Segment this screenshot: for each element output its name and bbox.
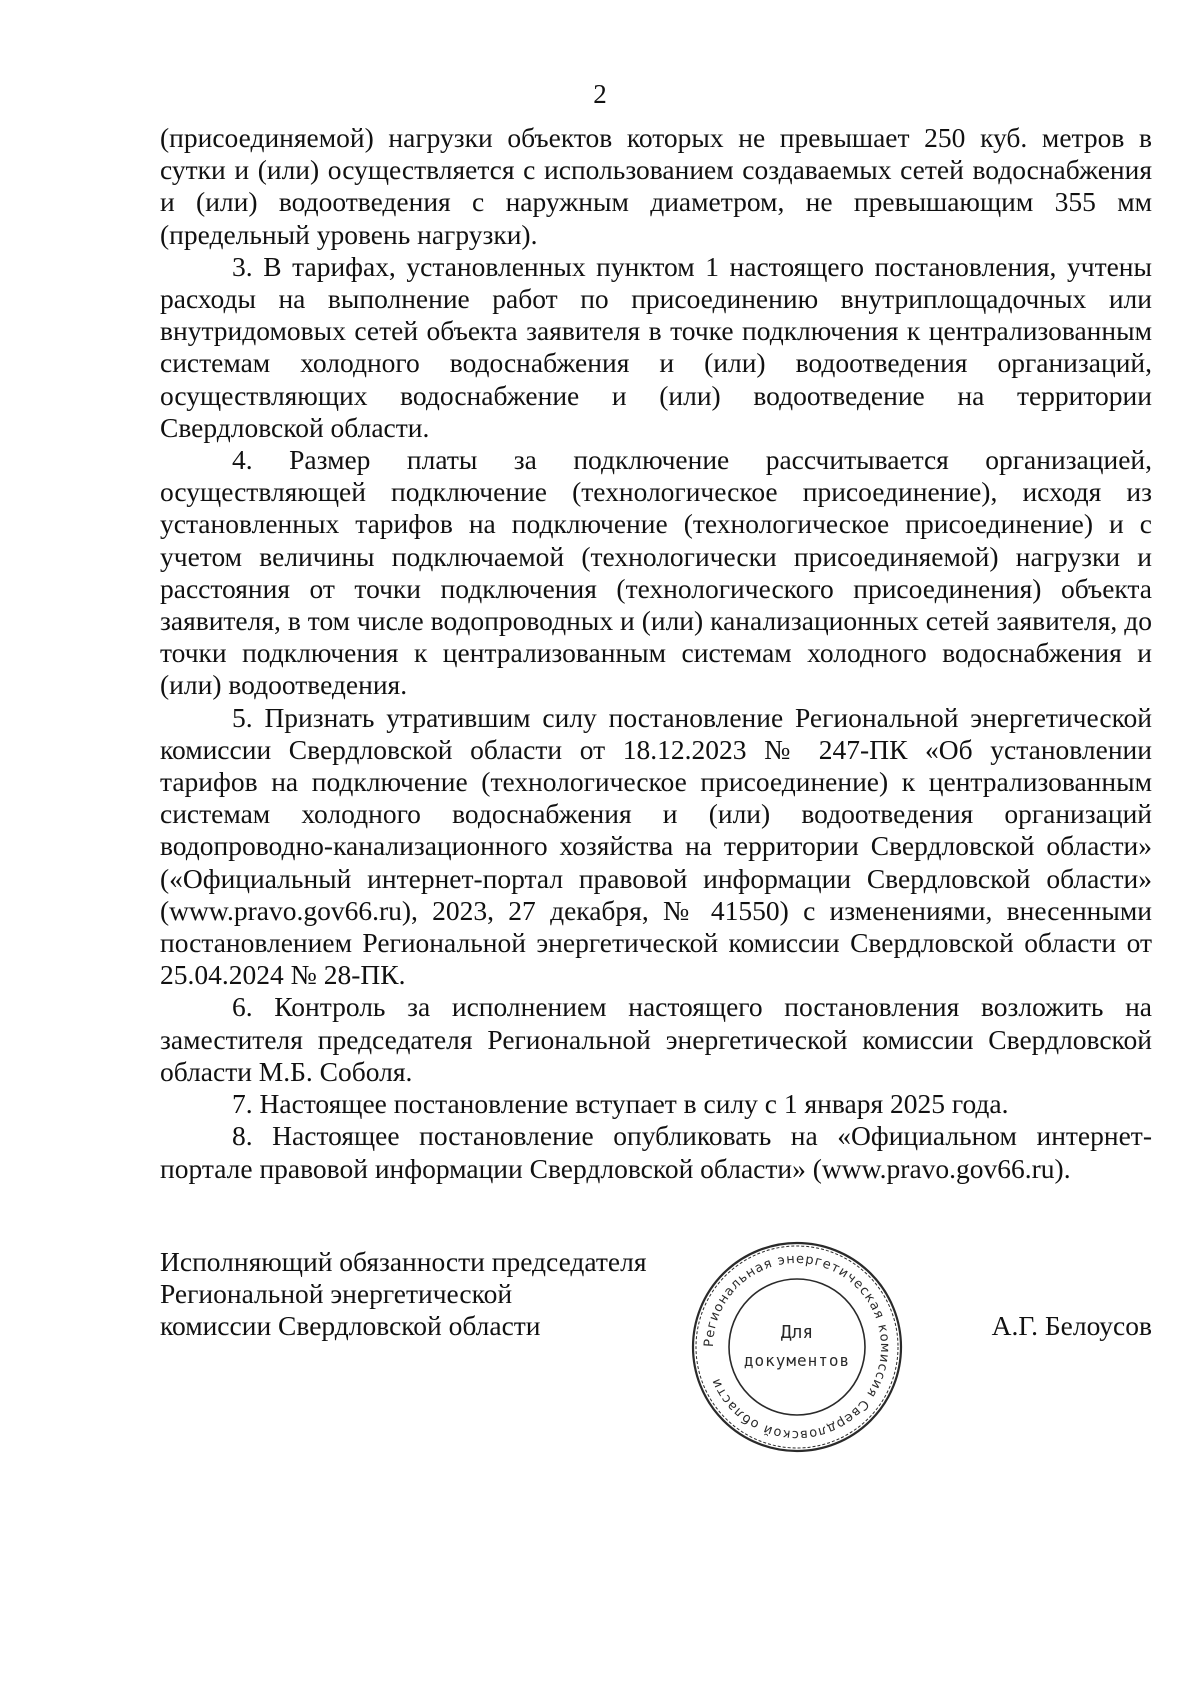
seal-inner-ring <box>729 1279 865 1415</box>
paragraph-4: 4. Размер платы за подключение рассчитывается организацией, осуществляющей подключение (технологическое присоединение), исходя из установленных тарифов на подключение (технологическое присоединение) и с учетом величины подключаемой (технологически присоединяемой) нагрузки и расстояния от точки подключения (технологического присоединения) объекта заявителя, в том числе водопроводных и (или) канализационных сетей заявителя, до точки подключения к централизованным системам холодного водоснабжения и (или) водоотведения. <box>160 444 1152 701</box>
signatory-title-line-1: Исполняющий обязанности председателя <box>160 1246 647 1277</box>
signatory-title-line-2: Региональной энергетической <box>160 1278 513 1309</box>
paragraph-7: 7. Настоящее постановление вступает в силу с 1 января 2025 года. <box>232 1088 1009 1120</box>
official-seal-stamp <box>686 1236 908 1458</box>
paragraph-8: 8. Настоящее постановление опубликовать на «Официальном интернет-портале правовой информации Свердловской области» (www.pravo.gov66.ru). <box>160 1120 1152 1184</box>
paragraph-6: 6. Контроль за исполнением настоящего постановления возложить на заместителя председателя Региональной энергетической комиссии Свердловской области М.Б. Соболя. <box>160 991 1152 1087</box>
paragraph-continuation: (присоединяемой) нагрузки объектов которых не превышает 250 куб. метров в сутки и (или) осуществляется с использованием создаваемых сетей водоснабжения и (или) водоотведения с наружным диаметром, не превышающим 355 мм (предельный уровень нагрузки). <box>160 122 1152 250</box>
signer-name: А.Г. Белоусов <box>991 1310 1152 1341</box>
seal-outer-ring-dashed <box>696 1246 898 1448</box>
signature-block <box>160 1246 660 1342</box>
seal-center-line-2: документов <box>743 1351 851 1370</box>
seal-outer-ring <box>693 1243 901 1451</box>
seal-graphic <box>686 1236 908 1458</box>
seal-center-line-1: Для <box>780 1322 814 1343</box>
signatory-title-line-3: комиссии Свердловской области <box>160 1310 541 1341</box>
paragraph-5: 5. Признать утратившим силу постановление Региональной энергетической комиссии Свердловской области от 18.12.2023 № 247-ПК «Об установлении тарифов на подключение (технологическое присоединение) к централизованным системам холодного водоснабжения и (или) водоотведения организаций водопроводно-канализационного хозяйства на территории Свердловской области» («Официальный интернет-портал правовой информации Свердловской области» (www.pravo.gov66.ru), 2023, 27 декабря, № 41550) с изменениями, внесенными постановлением Региональной энергетической комиссии Свердловской области от 25.04.2024 № 28-ПК. <box>160 701 1152 991</box>
paragraph-3: 3. В тарифах, установленных пунктом 1 настоящего постановления, учтены расходы на выполнение работ по присоединению внутриплощадочных или внутридомовых сетей объекта заявителя в точке подключения к централизованным системам холодного водоснабжения и (или) водоотведения организаций, осуществляющих водоснабжение и (или) водоотведение на территории Свердловской области. <box>160 250 1152 443</box>
page-number: 2 <box>593 79 607 109</box>
document-body <box>160 122 1152 1185</box>
seal-ring-text: Региональная энергетическая комиссия Свердловской области <box>701 1251 893 1443</box>
